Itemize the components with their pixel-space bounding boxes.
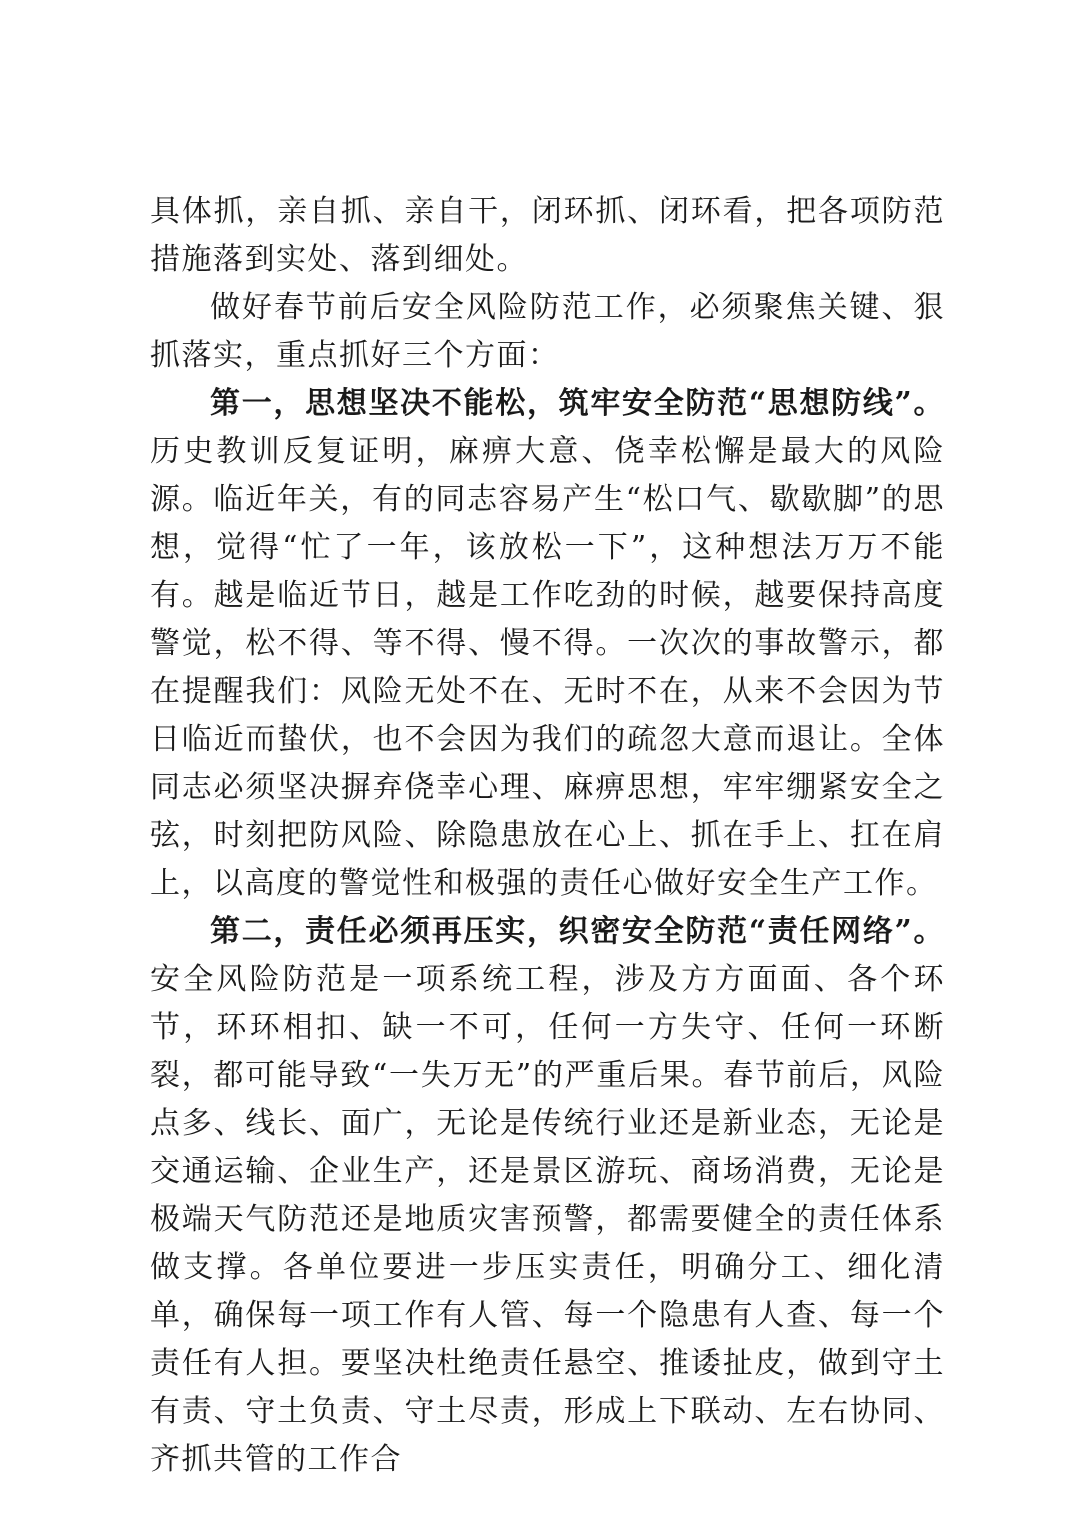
paragraph-lead-heading: 第二，责任必须再压实，织密安全防范“责任网络”。 — [210, 914, 945, 949]
paragraph-lead-heading: 第一，思想坚决不能松，筑牢安全防范“思想防线”。 — [210, 386, 945, 421]
paragraph-point-two — [150, 908, 945, 1484]
paragraph-text: 安全风险防范是一项系统工程，涉及方方面面、各个环节，环环相扣、缺一不可，任何一方失守、任何一环断裂，都可能导致“一失万无”的严重后果。春节前后，风险点多、线长、面广，无论是传统行业还是新业态，无论是交通运输、企业生产，还是景区游玩、商场消费，无论是极端天气防范还是地质灾害预警，都需要健全的责任体系做支撑。各单位要进一步压实责任，明确分工、细化清单，确保每一项工作有人管、每一个隐患有人查、每一个责任有人担。要坚决杜绝责任悬空、推诿扯皮，做到守土有责、守土负责、守土尽责，形成上下联动、左右协同、齐抓共管的工作合 — [150, 962, 945, 1477]
paragraph-point-one — [150, 380, 945, 908]
paragraph-continuation — [150, 188, 945, 284]
paragraph-text: 做好春节前后安全风险防范工作，必须聚焦关键、狠抓落实，重点抓好三个方面： — [150, 290, 945, 373]
paragraph-text: 具体抓，亲自抓、亲自干，闭环抓、闭环看，把各项防范措施落到实处、落到细处。 — [150, 194, 945, 277]
paragraph-text: 历史教训反复证明，麻痹大意、侥幸松懈是最大的风险源。临近年关，有的同志容易产生“松口气、歇歇脚”的思想，觉得“忙了一年，该放松一下”，这种想法万万不能有。越是临近节日，越是工作吃劲的时候，越要保持高度警觉，松不得、等不得、慢不得。一次次的事故警示，都在提醒我们：风险无处不在、无时不在，从来不会因为节日临近而蛰伏，也不会因为我们的疏忽大意而退让。全体同志必须坚决摒弃侥幸心理、麻痹思想，牢牢绷紧安全之弦，时刻把防风险、除隐患放在心上、抓在手上、扛在肩上，以高度的警觉性和极强的责任心做好安全生产工作。 — [150, 434, 945, 901]
paragraph-intro — [150, 284, 945, 380]
document-body — [150, 188, 945, 1484]
